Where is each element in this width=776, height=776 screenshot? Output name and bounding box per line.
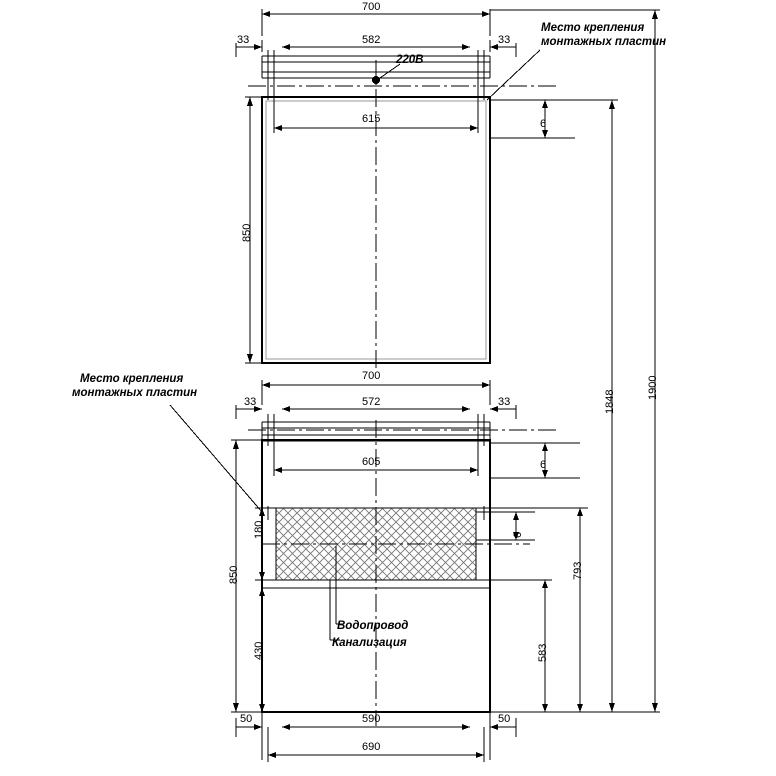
dim-hatch-180: 180 xyxy=(253,520,265,539)
dim-bottom-793: 793 xyxy=(572,561,584,580)
dim-base-590: 590 xyxy=(362,713,381,725)
annotation-220v: 220В xyxy=(396,54,424,66)
dim-bottom-6-lower: 6 xyxy=(512,531,524,538)
dim-sub-1848: 1848 xyxy=(604,389,616,414)
annotation-mount-plates-bottom-line1: Место крепления xyxy=(80,373,184,385)
annotation-sewer: Канализация xyxy=(332,637,407,649)
dim-top-right-33: 33 xyxy=(498,34,511,46)
dim-bottom-left-33: 33 xyxy=(244,396,257,408)
dim-top-6: 6 xyxy=(540,118,547,130)
dim-bottom-605: 605 xyxy=(362,456,381,468)
dim-base-right-50: 50 xyxy=(498,713,511,725)
dim-bottom-700: 700 xyxy=(362,370,381,382)
annotation-mount-plates-top-line1: Место крепления xyxy=(541,22,645,34)
dim-bottom-430: 430 xyxy=(253,641,265,660)
annotation-mount-plates-top-line2: монтажных пластин xyxy=(541,36,667,48)
dim-bottom-583: 583 xyxy=(537,643,549,662)
dim-top-850: 850 xyxy=(241,223,253,242)
dim-total-1900: 1900 xyxy=(647,375,659,400)
dim-base-690: 690 xyxy=(362,741,381,753)
dim-top-615: 615 xyxy=(362,113,381,125)
dim-top-left-33: 33 xyxy=(237,34,250,46)
dim-top-582: 582 xyxy=(362,34,381,46)
dim-base-left-50: 50 xyxy=(240,713,253,725)
dim-bottom-right-33: 33 xyxy=(498,396,511,408)
dim-bottom-6-upper: 6 xyxy=(540,459,547,471)
annotation-mount-plates-bottom-line2: монтажных пластин xyxy=(72,387,198,399)
annotation-water: Водопровод xyxy=(337,620,409,632)
dim-bottom-850: 850 xyxy=(228,565,240,584)
dim-top-700: 700 xyxy=(362,1,381,13)
dim-bottom-572: 572 xyxy=(362,396,381,408)
